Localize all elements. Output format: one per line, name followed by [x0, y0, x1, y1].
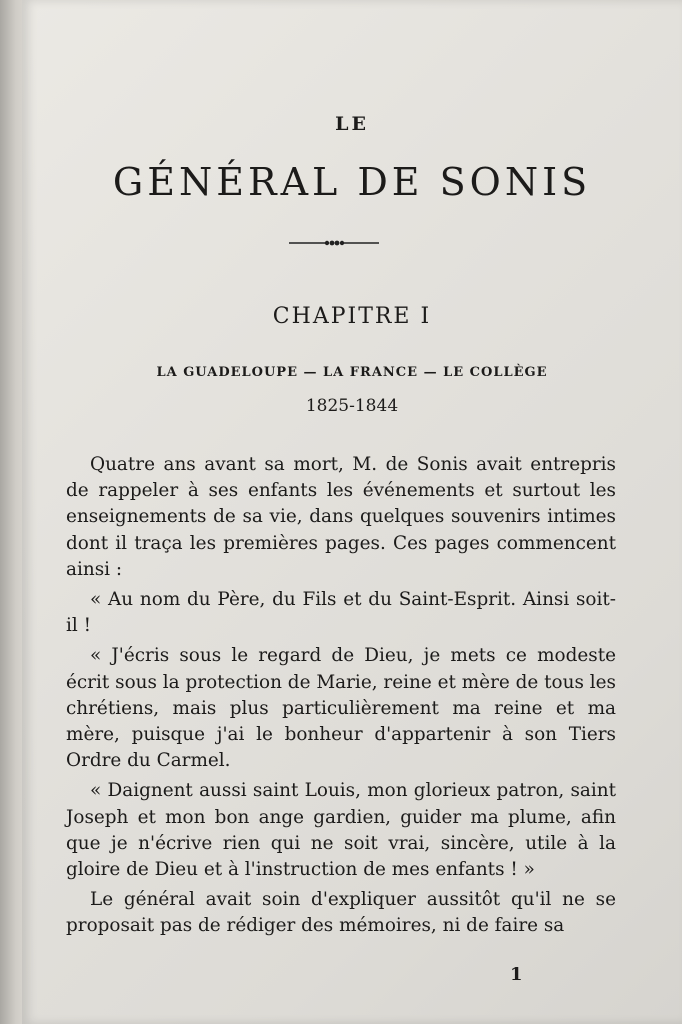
ornament-divider: [287, 236, 381, 250]
page-number: 1: [510, 964, 523, 985]
paragraph: Quatre ans avant sa mort, M. de Sonis avait entrepris de rappeler à ses enfants les événements et surtout les enseignements de sa vie, dans quelques souvenirs intimes dont il traça les premières pages. Ces pages commencent ainsi :: [66, 454, 616, 580]
paragraph: « Au nom du Père, du Fils et du Saint-Esprit. Ainsi soit-il !: [66, 589, 616, 637]
paragraph: Le général avait soin d'expliquer aussitôt qu'il ne se proposait pas de rédiger des mémoires, ni de faire sa: [66, 889, 616, 937]
book-title: GÉNÉRAL DE SONIS: [112, 160, 592, 204]
title-article: LE: [335, 113, 369, 135]
book-page: [22, 0, 682, 1024]
paragraph: « Daignent aussi saint Louis, mon glorieux patron, saint Joseph et mon bon ange gardien, guider ma plume, afin que je n'écrive rien qui ne soit vrai, sincère, utile à la gloire de Dieu et à l'instruction de mes enfants ! »: [66, 780, 616, 881]
chapter-subtitle: LA GUADELOUPE — LA FRANCE — LE COLLÈGE: [156, 365, 548, 380]
body-text: [66, 452, 616, 944]
chapter-dates: 1825-1844: [305, 396, 399, 416]
paragraph: « J'écris sous le regard de Dieu, je mets ce modeste écrit sous la protection de Marie, reine et mère de tous les chrétiens, mais plus particulièrement ma reine et ma mère, puisque j'ai le bonheur d'appartenir à son Tiers Ordre du Carmel.: [66, 645, 616, 772]
chapter-heading: CHAPITRE I: [272, 304, 432, 329]
